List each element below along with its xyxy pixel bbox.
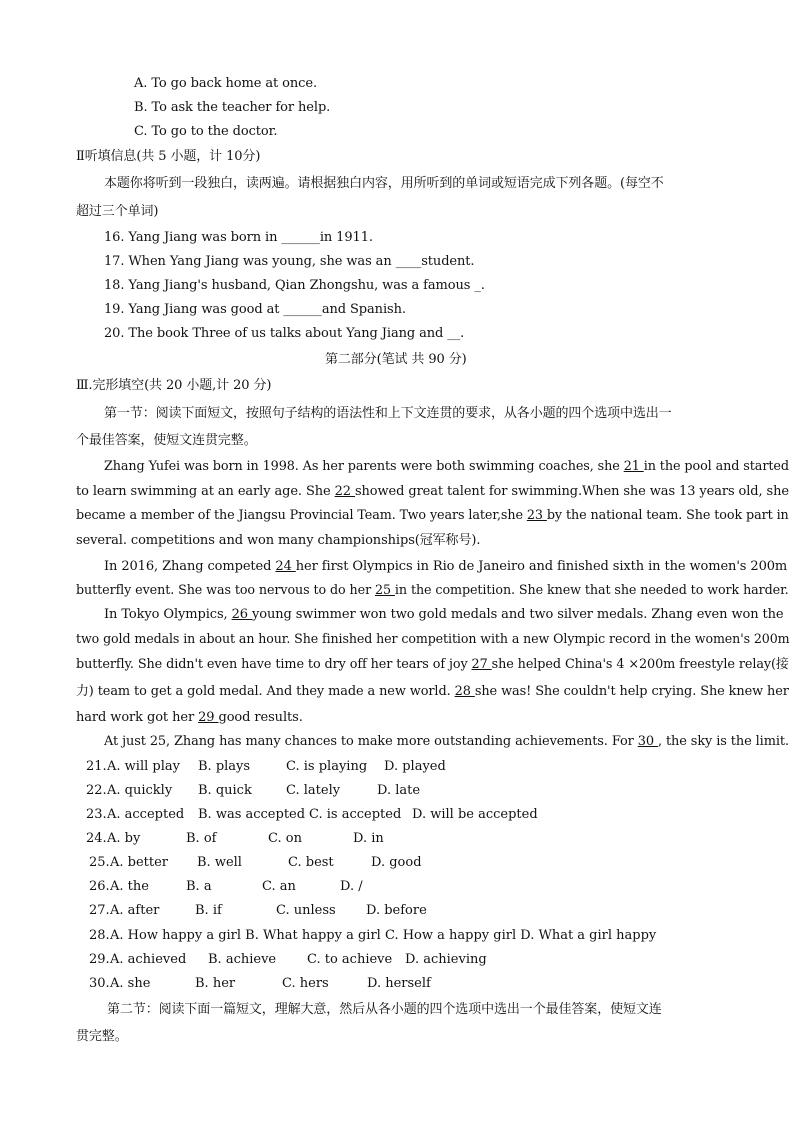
choice-a: A. the [110, 879, 149, 894]
choice-number: 27. [89, 903, 110, 918]
passage-line: Zhang Yufei was born in 1998. As her parents were both swimming coaches, she 21 in the pool and started [104, 459, 789, 474]
section-2-instructions-cont: 超过三个单词) [76, 204, 159, 219]
choice-number: 28. [89, 928, 110, 943]
section-2-instructions: 本题你将听到一段独白，读两遍。请根据独白内容，用所听到的单词或短语完成下列各题。(每空不 [104, 176, 664, 191]
section-2-title: Ⅱ听填信息(共 5 小题，计 10分) [76, 149, 261, 164]
passage-line: several. competitions and won many championships(冠军称号). [76, 533, 481, 548]
choice-number: 26. [89, 879, 110, 894]
choice-a: A. accepted [107, 807, 185, 822]
choice-d: D. played [384, 759, 446, 774]
choice-a: A. after [110, 903, 160, 918]
choice-b: B. a [186, 879, 212, 894]
choice-c: C. an [262, 879, 296, 894]
blank-24: 24 [275, 559, 296, 574]
choice-b: B. quick [198, 783, 252, 798]
choice-a: A. by [107, 831, 141, 846]
choice-c: C. hers [282, 976, 329, 991]
option-a: A. To go back home at once. [134, 76, 317, 91]
choice-a: A. better [110, 855, 169, 870]
choice-number: 23. [86, 807, 107, 822]
blank-30: 30 [637, 734, 658, 749]
blank-25: 25 [375, 583, 395, 598]
choice-c: C. on [268, 831, 302, 846]
blank-21: 21 [623, 459, 644, 474]
blank-27: 27 [471, 657, 492, 672]
choice-d: D. herself [367, 976, 431, 991]
choice-c: C. lately [286, 783, 341, 798]
choice-b: B. if [195, 903, 222, 918]
fill-item-17: 17. When Yang Jiang was young, she was an ____student. [104, 254, 475, 269]
passage-line: butterfly event. She was too nervous to do her 25 in the competition. She knew that she needed to work harder. [76, 583, 789, 598]
choice-options: A. How happy a girl B. What happy a girl C. How a happy girl D. What a girl happy [110, 928, 657, 943]
passage-line: In 2016, Zhang competed 24 her first Olympics in Rio de Janeiro and finished sixth in the women's 200m [104, 559, 788, 574]
choice-number: 29. [89, 952, 110, 967]
passage-line: two gold medals in about an hour. She finished her competition with a new Olympic record in the women's 200m [76, 632, 790, 647]
choice-a: A. she [110, 976, 151, 991]
choice-b: B. well [197, 855, 242, 870]
choice-c: C. to achieve [307, 952, 393, 967]
fill-item-18: 18. Yang Jiang's husband, Qian Zhongshu, was a famous _. [104, 278, 485, 293]
passage-line: At just 25, Zhang has many chances to make more outstanding achievements. For 30 , the sky is the limit. [104, 734, 789, 749]
choice-d: D. / [340, 879, 363, 894]
option-c: C. To go to the doctor. [134, 124, 278, 139]
choice-b: B. her [195, 976, 236, 991]
section-3-part-2-instructions-cont: 贯完整。 [76, 1029, 128, 1044]
choice-a: A. achieved [110, 952, 187, 967]
choice-d: D. late [377, 783, 421, 798]
blank-29: 29 [198, 710, 219, 725]
passage-line: became a member of the Jiangsu Provincial Team. Two years later,she 23 by the national team. She took part in [76, 508, 789, 523]
choice-c: C. is playing [286, 759, 368, 774]
choice-b: B. plays [198, 759, 251, 774]
choice-d: D. achieving [405, 952, 487, 967]
choice-d: D. will be accepted [412, 807, 538, 822]
choice-a: A. quickly [107, 783, 173, 798]
fill-item-19: 19. Yang Jiang was good at ______and Spanish. [104, 302, 406, 317]
blank-23: 23 [526, 508, 547, 523]
option-b: B. To ask the teacher for help. [134, 100, 331, 115]
section-3-part-2-instructions: 第二节：阅读下面一篇短文，理解大意，然后从各小题的四个选项中选出一个最佳答案，使短文连 [107, 1002, 662, 1017]
blank-28: 28 [454, 684, 475, 699]
section-3-part-1-instructions: 第一节：阅读下面短文，按照句子结构的语法性和上下文连贯的要求，从各小题的四个选项中选出一 [104, 406, 672, 421]
choice-c: C. best [288, 855, 334, 870]
passage-line: 力) team to get a gold medal. And they made a new world. 28 she was! She couldn't help crying. She knew her [76, 684, 789, 699]
fill-item-20: 20. The book Three of us talks about Yang Jiang and __. [104, 326, 465, 341]
choice-number: 22. [86, 783, 107, 798]
passage-line: to learn swimming at an early age. She 22 showed great talent for swimming.When she was 13 years old, she [76, 484, 789, 499]
part-2-title: 第二部分(笔试 共 90 分) [325, 352, 467, 367]
blank-26: 26 [231, 607, 252, 622]
choice-c: C. unless [276, 903, 336, 918]
choice-d: D. before [366, 903, 427, 918]
section-3-part-1-instructions-cont: 个最佳答案，使短文连贯完整。 [76, 433, 257, 448]
choice-number: 30. [89, 976, 110, 991]
choice-number: 25. [89, 855, 110, 870]
passage-line: butterfly. She didn't even have time to dry off her tears of joy 27 she helped China's 4 ×200m freestyle relay(接 [76, 657, 789, 672]
choice-number: 24. [86, 831, 107, 846]
choice-b: B. of [186, 831, 217, 846]
choice-c: C. is accepted [309, 807, 402, 822]
passage-line: hard work got her 29 good results. [76, 710, 303, 725]
fill-item-16: 16. Yang Jiang was born in ______in 1911. [104, 230, 373, 245]
choice-d: D. good [371, 855, 422, 870]
choice-b: B. achieve [208, 952, 277, 967]
passage-line: In Tokyo Olympics, 26 young swimmer won two gold medals and two silver medals. Zhang even won the [104, 607, 784, 622]
section-3-title: Ⅲ.完形填空(共 20 小题,计 20 分) [76, 378, 272, 393]
choice-b: B. was accepted [198, 807, 306, 822]
blank-22: 22 [334, 484, 355, 499]
choice-d: D. in [353, 831, 384, 846]
choice-number: 21. [86, 759, 107, 774]
choice-a: A. will play [107, 759, 180, 774]
